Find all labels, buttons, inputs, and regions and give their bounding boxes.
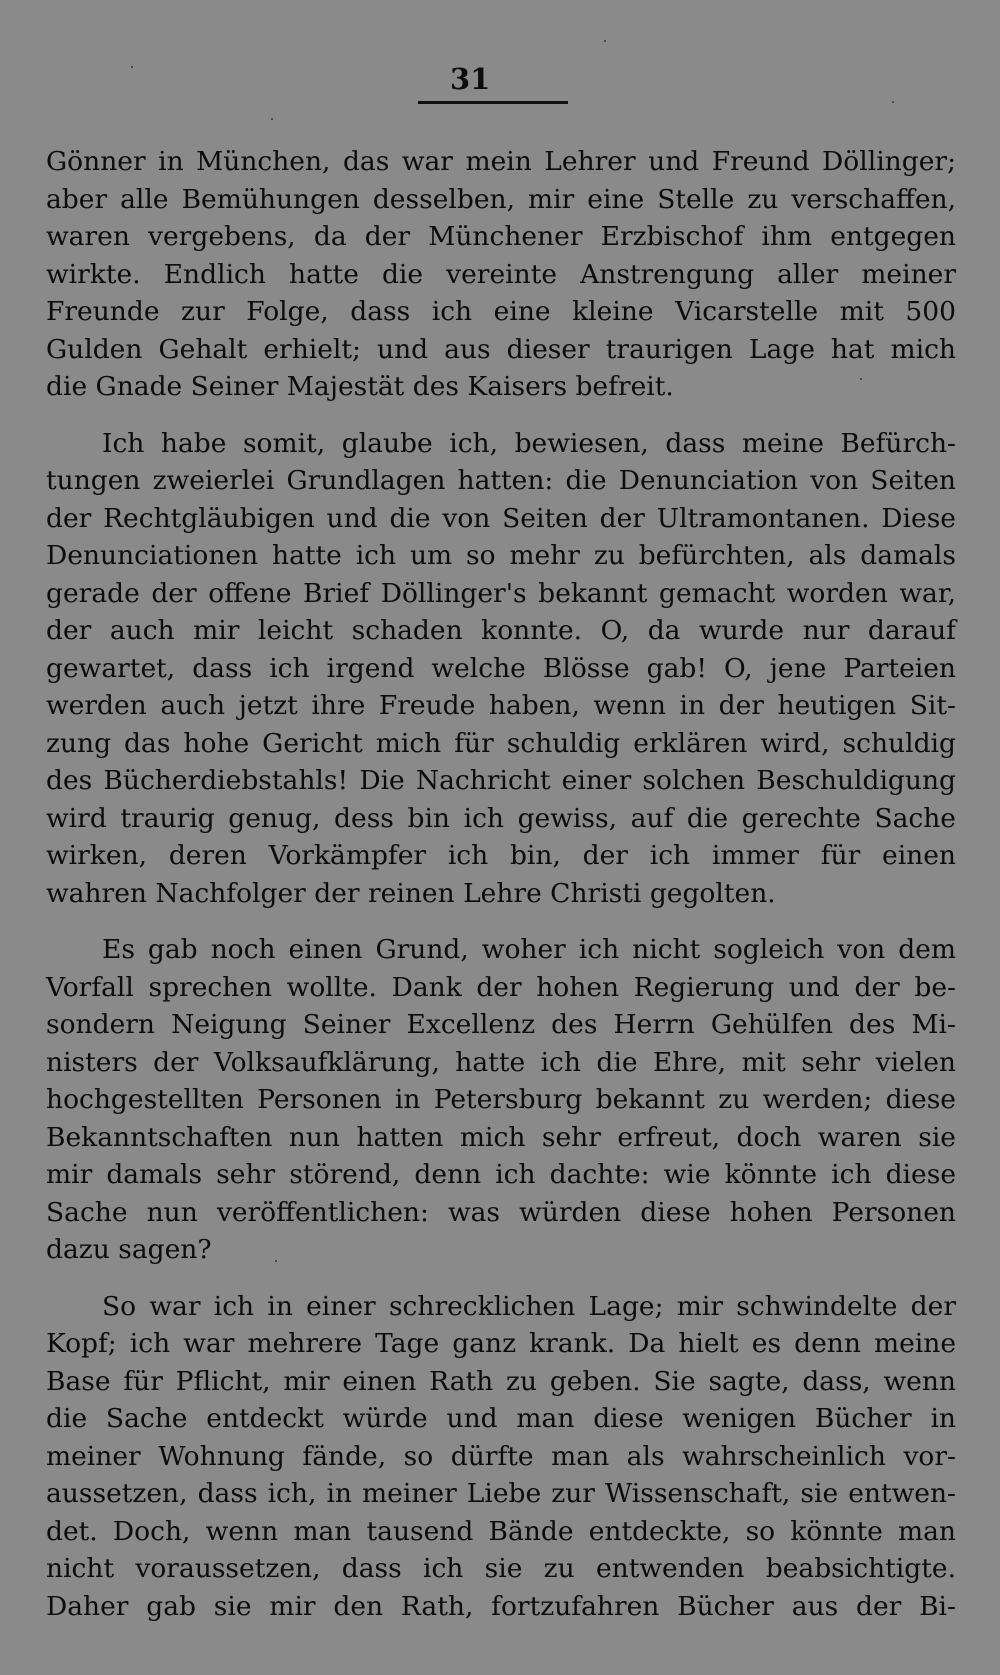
text-line: die Gnade Seiner Majestät des Kaisers befreit. xyxy=(46,371,674,402)
text-line: Es gab noch einen Grund, woher ich nicht sogleich von dem xyxy=(102,934,956,965)
text-line: Vorfall sprechen wollte. Dank der hohen Regierung und der be- xyxy=(46,971,956,1003)
text-line: wirken, deren Vorkämpfer ich bin, der ich immer für einen xyxy=(46,840,956,871)
text-line: werden auch jetzt ihre Freude haben, wenn in der heutigen Sit- xyxy=(46,690,956,721)
text-line: nicht voraussetzen, dass ich sie zu entwenden beabsichtigte. xyxy=(46,1553,956,1584)
text-line: nisters der Volksaufklärung, hatte ich die Ehre, mit sehr vielen xyxy=(46,1046,956,1078)
paragraph xyxy=(46,425,956,913)
text-line: hochgestellten Personen in Petersburg bekannt zu werden; diese xyxy=(46,1084,956,1115)
scan-speck xyxy=(131,66,133,68)
text-line: mir damals sehr störend, denn ich dachte: wie könnte ich diese xyxy=(46,1159,956,1190)
text-line: der auch mir leicht schaden konnte. O, da wurde nur darauf xyxy=(46,615,956,646)
text-line: die Sache entdeckt würde und man diese wenigen Bücher in xyxy=(46,1403,956,1434)
text-line: aussetzen, dass ich, in meiner Liebe zur Wissenschaft, sie entwen- xyxy=(46,1478,956,1509)
paragraph xyxy=(46,931,956,1269)
text-line: wird traurig genug, dess bin ich gewiss, auf die gerechte Sache xyxy=(46,802,956,834)
page-number-rule xyxy=(418,101,568,104)
text-line: Ich habe somit, glaube ich, bewiesen, dass meine Befürch- xyxy=(102,427,956,459)
text-line: des Bücherdiebstahls! Die Nachricht einer solchen Beschuldigung xyxy=(46,765,956,796)
paragraph xyxy=(46,1288,956,1626)
scan-speck xyxy=(604,40,606,42)
text-line: wahren Nachfolger der reinen Lehre Christi gegolten. xyxy=(46,877,776,909)
text-line: sondern Neigung Seiner Excellenz des Herrn Gehülfen des Mi- xyxy=(46,1009,956,1040)
text-line: Sache nun veröffentlichen: was würden diese hohen Personen xyxy=(46,1196,956,1228)
text-line: Gönner in München, das war mein Lehrer und Freund Döllinger; xyxy=(46,146,956,177)
text-line: det. Doch, wenn man tausend Bände entdeckte, so könnte man xyxy=(46,1515,956,1547)
body-text xyxy=(46,143,956,1644)
text-line: Denunciationen hatte ich um so mehr zu befürchten, als damals xyxy=(46,540,956,571)
text-line: So war ich in einer schrecklichen Lage; mir schwindelte der xyxy=(102,1290,956,1322)
text-line: tungen zweierlei Grundlagen hatten: die Denunciation von Seiten xyxy=(46,465,956,496)
text-line: gewartet, dass ich irgend welche Blösse gab! O, jene Parteien xyxy=(46,652,956,684)
text-line: zung das hohe Gericht mich für schuldig erklären wird, schuldig xyxy=(46,727,956,759)
text-line: dazu sagen? xyxy=(46,1234,212,1265)
text-line: waren vergebens, da der Münchener Erzbischof ihm entgegen xyxy=(46,221,956,252)
text-line: wirkte. Endlich hatte die vereinte Anstrengung aller meiner xyxy=(46,258,956,290)
text-line: Daher gab sie mir den Rath, fortzufahren Bücher aus der Bi- xyxy=(46,1590,956,1622)
text-line: meiner Wohnung fände, so dürfte man als wahrscheinlich vor- xyxy=(46,1440,956,1472)
page-number: 31 xyxy=(450,62,491,96)
text-line: Base für Pflicht, mir einen Rath zu geben. Sie sagte, dass, wenn xyxy=(46,1365,956,1397)
scan-speck xyxy=(892,101,894,103)
paragraph xyxy=(46,143,956,406)
text-line: Freunde zur Folge, dass ich eine kleine Vicarstelle mit 500 xyxy=(46,296,956,327)
text-line: aber alle Bemühungen desselben, mir eine Stelle zu verschaffen, xyxy=(46,183,956,215)
scan-speck xyxy=(860,378,862,380)
text-line: Gulden Gehalt erhielt; und aus dieser traurigen Lage hat mich xyxy=(46,333,956,365)
text-line: Bekanntschaften nun hatten mich sehr erfreut, doch waren sie xyxy=(46,1121,956,1153)
scan-speck xyxy=(275,1260,277,1262)
text-line: Kopf; ich war mehrere Tage ganz krank. Da hielt es denn meine xyxy=(46,1328,956,1359)
text-line: gerade der offene Brief Döllinger's bekannt gemacht worden war, xyxy=(46,577,956,609)
scan-speck xyxy=(271,118,273,120)
text-line: der Rechtgläubigen und die von Seiten der Ultramontanen. Diese xyxy=(46,502,956,534)
